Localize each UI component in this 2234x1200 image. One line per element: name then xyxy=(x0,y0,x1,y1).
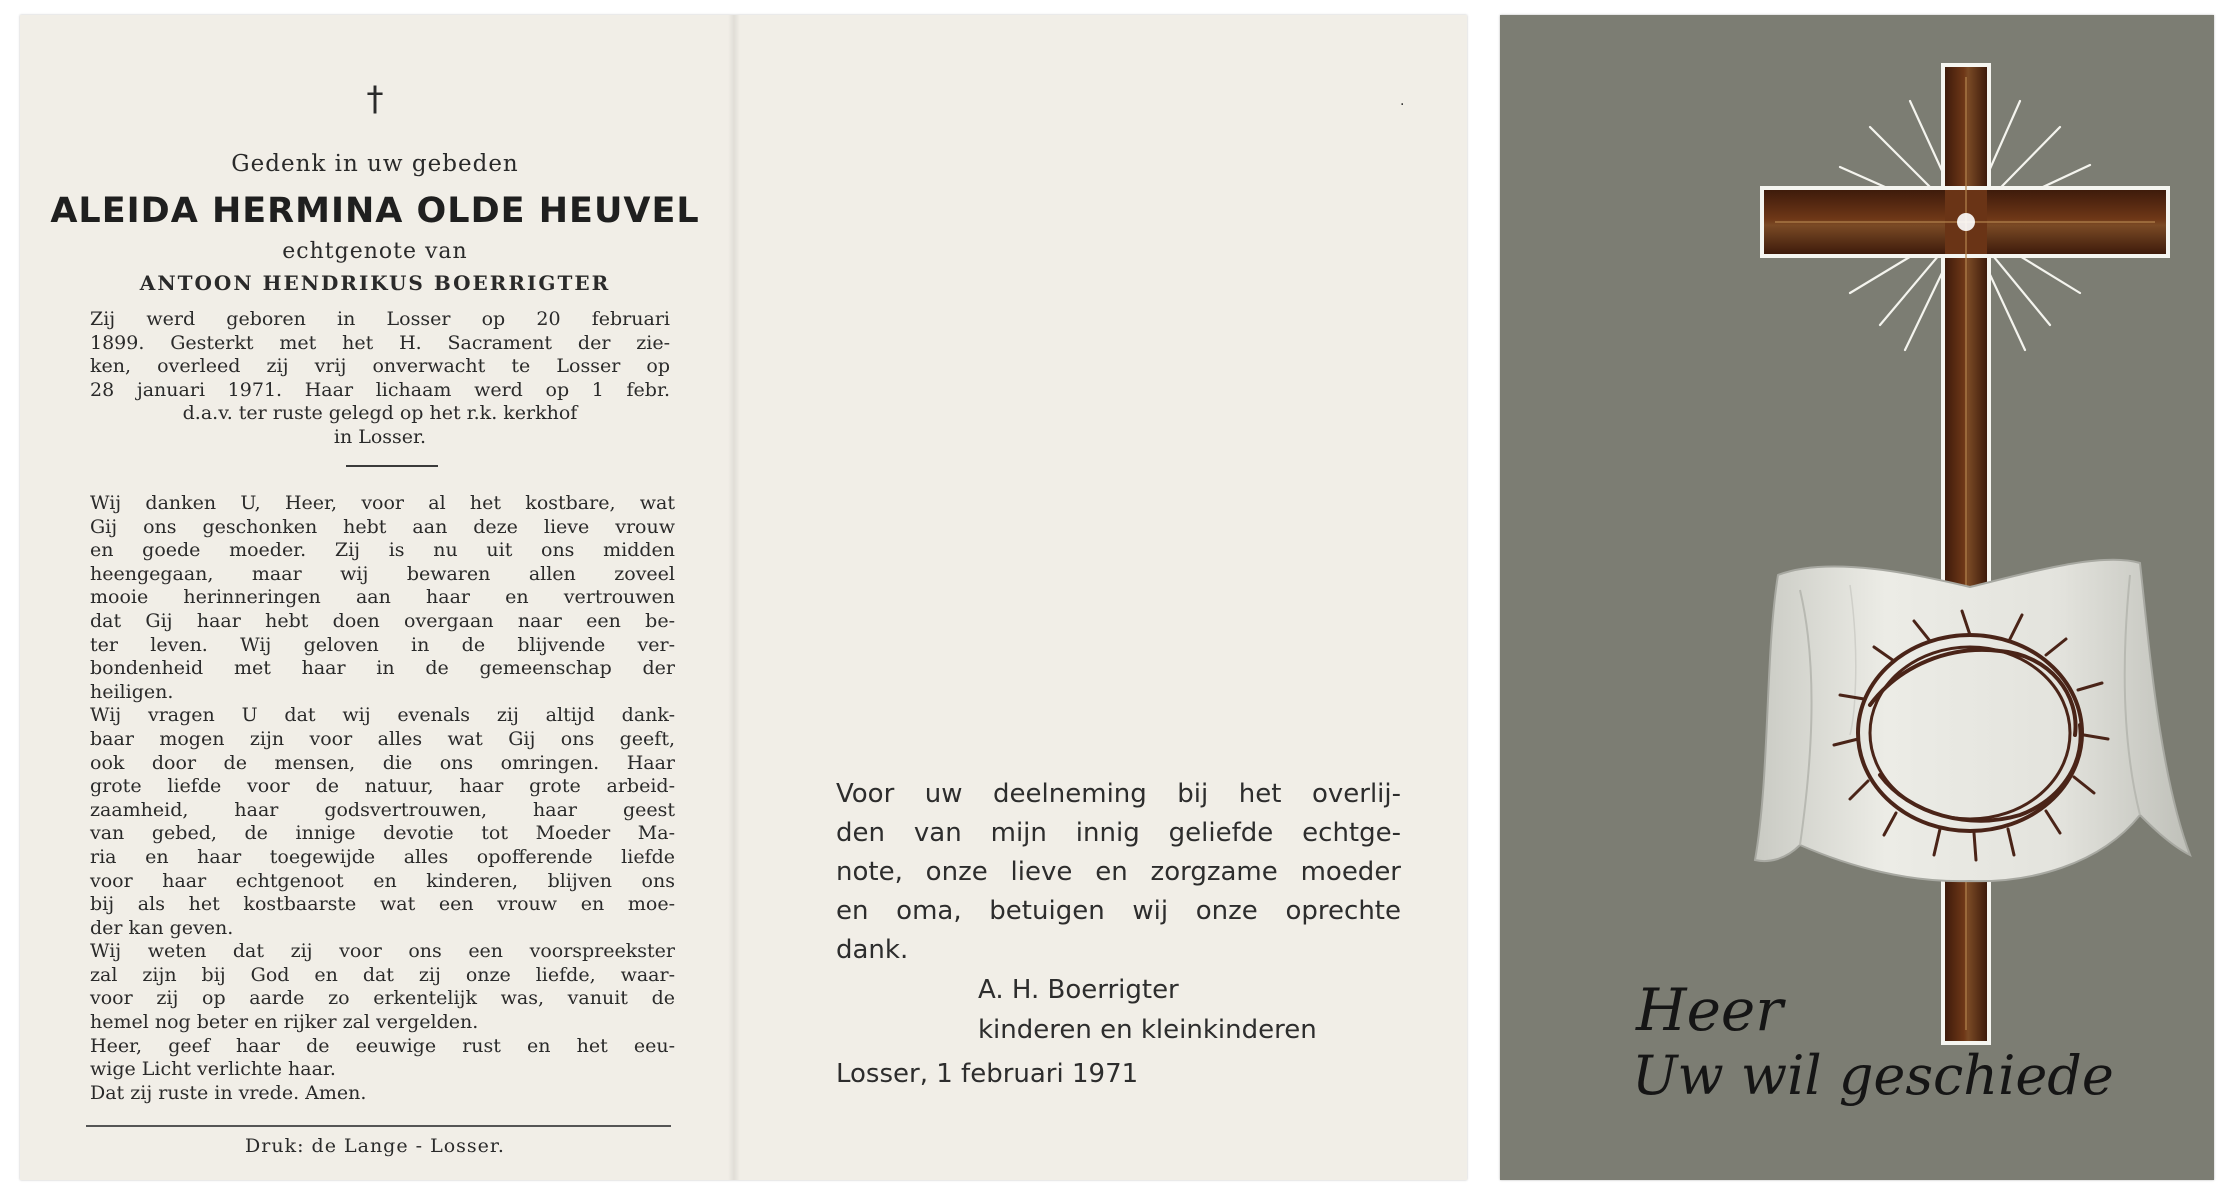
cross-symbol: † xyxy=(366,79,384,119)
biography-line: 1899. Gesterkt met het H. Sacrament der zie- xyxy=(90,331,670,354)
prayer-line: wige Licht verlichte haar. xyxy=(90,1058,336,1081)
thanks-panel xyxy=(740,15,1467,1180)
prayer-line: dat Gij haar hebt doen overgaan naar een be- xyxy=(90,609,675,632)
prayer-line: voor zij op aarde zo erkentelijk was, vanuit de xyxy=(90,987,675,1010)
divider xyxy=(346,465,438,467)
prayer-line: zaamheid, haar godsvertrouwen, haar geest xyxy=(90,798,675,821)
motto-line-1: Heer xyxy=(1636,976,1783,1044)
prayer-line: heiligen. xyxy=(90,680,174,703)
deceased-name: ALEIDA HERMINA OLDE HEUVEL xyxy=(50,191,700,231)
prayer-line: Wij weten dat zij voor ons een voorspreekster xyxy=(90,940,675,963)
thanks-line: note, onze lieve en zorgzame moeder xyxy=(836,857,1401,887)
prayer-line: Heer, geef haar de eeuwige rust en het eeu- xyxy=(90,1034,675,1057)
prayer-line: mooie herinneringen aan haar en vertrouwen xyxy=(90,586,675,609)
intro-text: Gedenk in uw gebeden xyxy=(231,151,519,177)
prayer-line: Gij ons geschonken hebt aan deze lieve vrouw xyxy=(90,515,675,538)
thanks-line: den van mijn innig geliefde echtge- xyxy=(836,818,1401,848)
signatory-family: kinderen en kleinkinderen xyxy=(978,1015,1317,1045)
prayer-line: heengegaan, maar wij bewaren allen zoveel xyxy=(90,562,675,585)
thanks-line: en oma, betuigen wij onze oprechte xyxy=(836,896,1401,926)
thanks-line: Voor uw deelneming bij het overlij- xyxy=(836,779,1401,809)
prayer-line: ria en haar toegewijde alles opofferende liefde xyxy=(90,845,675,868)
biography-line: d.a.v. ter ruste gelegd op het r.k. kerkhof xyxy=(182,402,578,424)
prayer-line: hemel nog beter en rijker zal vergelden. xyxy=(90,1011,479,1034)
biography-line: Zij werd geboren in Losser op 20 februari xyxy=(90,308,670,330)
relation-text: echtgenote van xyxy=(282,239,468,264)
place-date: Losser, 1 februari 1971 xyxy=(836,1059,1139,1089)
signatories xyxy=(978,970,1317,1050)
prayer-line: Dat zij ruste in vrede. Amen. xyxy=(90,1081,367,1104)
prayer-line: grote liefde voor de natuur, haar grote arbeid- xyxy=(90,775,675,798)
thanks-line: dank. xyxy=(836,935,909,965)
spouse-name: ANTOON HENDRIKUS BOERRIGTER xyxy=(139,271,611,295)
memorial-card-inside xyxy=(20,15,1467,1180)
motto xyxy=(1630,977,2114,1109)
prayer-line: Wij vragen U dat wij evenals zij altijd dank- xyxy=(90,704,675,727)
divider xyxy=(86,1125,671,1127)
prayer-line: der kan geven. xyxy=(90,916,234,939)
biography-line: 28 januari 1971. Haar lichaam werd op 1 febr. xyxy=(90,378,670,401)
biography xyxy=(90,308,670,449)
prayer-line: bij als het kostbaarste wat een vrouw en moe- xyxy=(90,893,675,916)
prayer-text xyxy=(90,492,675,1105)
signatory-name: A. H. Boerrigter xyxy=(978,975,1179,1005)
prayer-line: Wij danken U, Heer, voor al het kostbare, wat xyxy=(90,492,675,514)
biography-line: ken, overleed zij vrij onverwacht te Losser op xyxy=(90,355,670,377)
print-mark: · xyxy=(1400,97,1405,113)
printer-credit: Druk: de Lange - Losser. xyxy=(245,1135,505,1157)
prayer-line: van gebed, de innige devotie tot Moeder Ma- xyxy=(90,822,675,845)
motto-line-2: Uw wil geschiede xyxy=(1632,1044,2114,1107)
prayer-line: baar mogen zijn voor alles wat Gij ons geeft, xyxy=(90,727,675,750)
prayer-line: voor haar echtgenoot en kinderen, blijven ons xyxy=(90,869,675,892)
left-panel xyxy=(20,15,730,1180)
prayer-line: bondenheid met haar in de gemeenschap der xyxy=(90,657,675,680)
biography-line: in Losser. xyxy=(333,425,427,448)
memorial-card-front xyxy=(1500,15,2214,1180)
prayer-line: ook door de mensen, die ons omringen. Haar xyxy=(90,751,675,774)
prayer-line: ter leven. Wij geloven in de blijvende ver- xyxy=(90,633,675,656)
prayer-line: en goede moeder. Zij is nu uit ons midden xyxy=(90,539,675,562)
thanks-text xyxy=(836,775,1401,970)
prayer-line: zal zijn bij God en dat zij onze liefde, waar- xyxy=(90,963,675,986)
